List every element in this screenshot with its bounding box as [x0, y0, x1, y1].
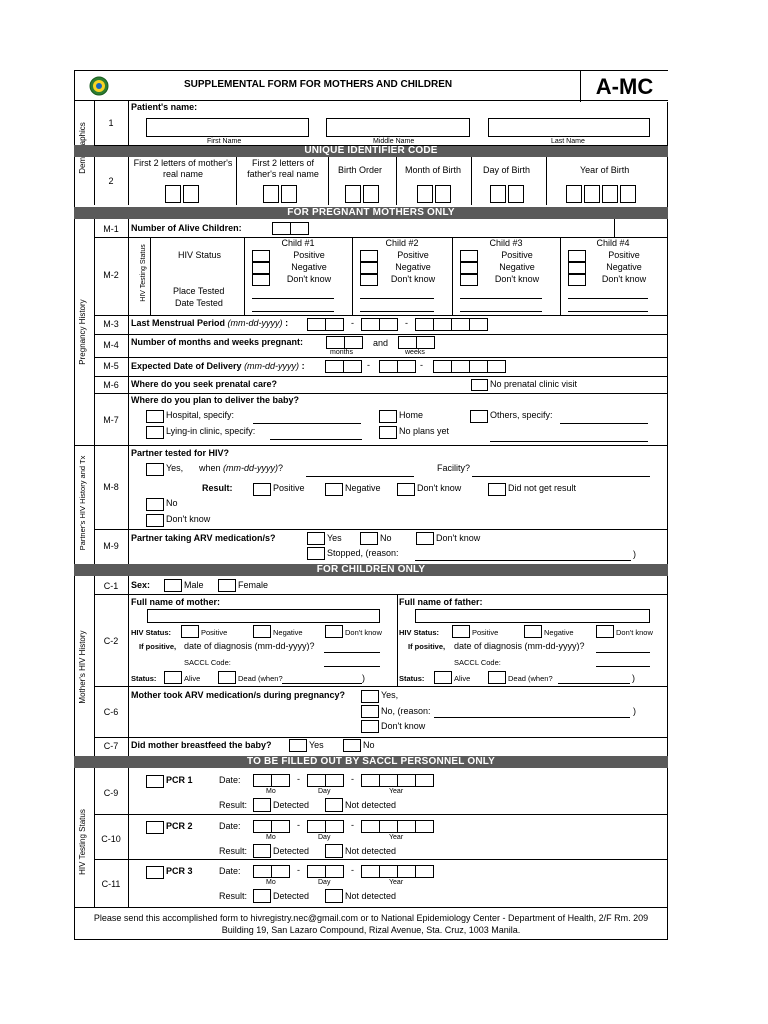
uic-month-box-2[interactable] [435, 185, 451, 203]
m2-child-3-option-2-checkbox[interactable] [460, 262, 478, 274]
c6-dk-label: Don't know [381, 721, 426, 731]
m2-child-4-option-1-label: Positive [608, 250, 640, 260]
m9-close: ) [633, 549, 636, 559]
c2-mother-ifpos: If positive, [139, 642, 177, 651]
m2-child-heading-2: Child #2 [385, 238, 419, 248]
m2-child-1-option-2-label: Negative [291, 262, 327, 272]
row-number-c9: C-9 [103, 788, 119, 798]
uic-mother-box-2[interactable] [183, 185, 199, 203]
uic-band: UNIQUE IDENTIFIER CODE [74, 145, 668, 157]
m7-label: Where do you plan to deliver the baby? [131, 395, 300, 405]
row-number-m3: M-3 [103, 319, 119, 329]
pcr1-year-box-1[interactable] [361, 774, 380, 787]
c2-father-positive-checkbox[interactable] [452, 625, 470, 638]
pcr3-day-caption: Day [318, 879, 331, 886]
c2-father-negative-label: Negative [544, 628, 574, 637]
m3-year-box-3[interactable] [451, 318, 470, 331]
c1-male-label: Male [184, 580, 204, 590]
form-code: A-MC [595, 74, 654, 99]
c2-mother-alive-checkbox[interactable] [164, 671, 182, 684]
m2-child-2-option-1-checkbox[interactable] [360, 250, 378, 262]
uic-mother-box-1[interactable] [165, 185, 181, 203]
uic-father-box-1[interactable] [263, 185, 279, 203]
c2-father-dead-label: Dead (when? [508, 674, 553, 683]
uic-year-box-4[interactable] [620, 185, 636, 203]
pcr3-dash-2: - [351, 865, 354, 875]
m7-no-plans-checkbox[interactable] [379, 426, 397, 439]
m6-no-visit-checkbox[interactable] [471, 379, 488, 391]
m1-box-1[interactable] [272, 222, 291, 235]
m3-colon: : [285, 318, 289, 328]
uic-father-label: First 2 letters of father's real name [247, 158, 319, 179]
m3-month-box-2[interactable] [325, 318, 344, 331]
m5-day-box-2[interactable] [397, 360, 416, 373]
m4-and: and [373, 338, 389, 348]
c2-mother-hiv-status-label: HIV Status: [131, 628, 172, 637]
row-number-m5: M-5 [103, 361, 119, 371]
m2-child-4-option-3-label: Don't know [601, 274, 647, 284]
c7-no-label: No [363, 740, 375, 750]
doh-seal [88, 76, 110, 96]
pcr3-year-caption: Year [389, 879, 404, 886]
c6-yes-label: Yes, [381, 690, 399, 700]
m5-year-box-4[interactable] [487, 360, 506, 373]
m7-others-label: Others, specify: [490, 410, 553, 420]
m2-child-3-place-line[interactable] [460, 298, 542, 299]
m2-child-1-option-3-label: Don't know [286, 274, 332, 284]
row-number-1: 1 [108, 118, 114, 128]
m2-child-1-place-line[interactable] [252, 298, 334, 299]
m6-no-visit-label: No prenatal clinic visit [490, 379, 578, 389]
pcr1-dash-1: - [297, 774, 300, 784]
c2-mother-diag-line[interactable] [324, 652, 380, 653]
m4-months-caption: months [330, 349, 353, 356]
uic-year-box-2[interactable] [584, 185, 600, 203]
pcr3-mo-caption: Mo [266, 879, 276, 886]
saccl-band: TO BE FILLED OUT BY SACCL PERSONNEL ONLY [74, 756, 668, 768]
row-number-m7: M-7 [103, 415, 119, 425]
first-name-caption: First Name [207, 138, 242, 145]
uic-birth-order-label: Birth Order [338, 165, 383, 175]
pcr1-result-label: Result: [219, 800, 248, 810]
c2-mother-saccl: SACCL Code: [184, 658, 231, 667]
m5-dash-1: - [367, 360, 370, 370]
m2-child-2-option-3-checkbox[interactable] [360, 274, 378, 286]
c6-yes-checkbox[interactable] [361, 690, 379, 703]
c2-father-positive-label: Positive [472, 628, 499, 637]
c1-female-checkbox[interactable] [218, 579, 236, 592]
row-number-c11: C-11 [101, 879, 121, 889]
uic-month-box-1[interactable] [417, 185, 433, 203]
pcr3-year-box-4[interactable] [415, 865, 434, 878]
row-number-m6: M-6 [103, 380, 119, 390]
pcr2-detected-label: Detected [273, 846, 310, 856]
m7-no-plans-label: No plans yet [399, 426, 450, 436]
m8-when: when [199, 463, 221, 473]
row-number-c1: C-1 [103, 581, 119, 591]
uic-month-label: Month of Birth [405, 165, 462, 175]
m3-dash-2: - [405, 318, 408, 328]
middle-name-input[interactable] [326, 118, 470, 137]
last-name-input[interactable] [488, 118, 650, 137]
m9-stopped-label: Stopped, (reason: [327, 548, 399, 558]
c7-no-checkbox[interactable] [343, 739, 361, 752]
m8-result-label: Result: [202, 483, 233, 493]
m9-yes-label: Yes [327, 533, 342, 543]
m5-label-group [131, 361, 305, 372]
c2-father-alive-checkbox[interactable] [434, 671, 452, 684]
last-name-caption: Last Name [551, 138, 585, 145]
uic-order-box-2[interactable] [363, 185, 379, 203]
m8-no-label: No [166, 498, 178, 508]
m2-child-heading-4: Child #4 [596, 238, 630, 248]
m8-format: (mm-dd-yyyy) [223, 463, 279, 473]
c2-mother-dead-label: Dead (when? [238, 674, 283, 683]
m2-child-2-option-2-checkbox[interactable] [360, 262, 378, 274]
m5-label: Expected Date of Delivery [131, 361, 242, 371]
pcr3-not-detected-checkbox[interactable] [325, 889, 343, 903]
pcr1-year-box-4[interactable] [415, 774, 434, 787]
pcr3-result-label: Result: [219, 891, 248, 901]
first-name-input[interactable] [146, 118, 309, 137]
m8-yes-checkbox[interactable] [146, 463, 164, 476]
pcr1-mo-caption: Mo [266, 788, 276, 795]
pcr1-label: PCR 1 [166, 775, 193, 785]
m5-year-box-2[interactable] [451, 360, 470, 373]
m2-child-1-option-1-label: Positive [293, 250, 325, 260]
c2-mother-diag: date of diagnosis (mm-dd-yyyy)? [184, 641, 315, 651]
m8-facility-line[interactable] [472, 476, 650, 477]
pcr3-not-detected-label: Not detected [345, 891, 397, 901]
uic-day-box-1[interactable] [490, 185, 506, 203]
m6-label: Where do you seek prenatal care? [131, 379, 278, 389]
section-hiv-testing-label: HIV Testing Status [78, 809, 87, 875]
c2-mother-negative-checkbox[interactable] [253, 625, 271, 638]
m3-day-box-1[interactable] [361, 318, 380, 331]
m7-hospital-line[interactable] [253, 423, 361, 424]
c2-mother-dead-checkbox[interactable] [218, 671, 236, 684]
pcr2-mo-caption: Mo [266, 834, 276, 841]
m3-day-box-2[interactable] [379, 318, 398, 331]
m8-negative-label: Negative [345, 483, 381, 493]
m2-child-2-option-2-label: Negative [395, 262, 431, 272]
m8-facility-label: Facility? [437, 463, 471, 473]
m2-child-2-place-line[interactable] [360, 298, 434, 299]
pcr2-dash-1: - [297, 820, 300, 830]
m2-child-4-option-1-checkbox[interactable] [568, 250, 586, 262]
m2-child-heading-3: Child #3 [489, 238, 523, 248]
section-pregnancy-label: Pregnancy History [78, 299, 87, 365]
m7-lying-label: Lying-in clinic, specify: [166, 426, 256, 436]
pcr1-not-detected-checkbox[interactable] [325, 798, 343, 812]
form-code-box [580, 71, 668, 102]
c7-label: Did mother breastfeed the baby? [131, 740, 272, 750]
pcr3-detected-label: Detected [273, 891, 310, 901]
m5-dash-2: - [420, 360, 423, 370]
pcr1-day-caption: Day [318, 788, 331, 795]
footer-line-2: Building 19, San Lazaro Compound, Rizal Avenue, Sta. Cruz, 1003 Manila. [221, 925, 521, 935]
uic-year-label: Year of Birth [580, 165, 630, 175]
pcr3-year-box-1[interactable] [361, 865, 380, 878]
row-number-m8: M-8 [103, 482, 119, 492]
pcr2-year-caption: Year [389, 834, 404, 841]
m2-child-4-option-2-label: Negative [606, 262, 642, 272]
children-band: FOR CHILDREN ONLY [74, 564, 668, 576]
m2-child-2-option-1-label: Positive [397, 250, 429, 260]
m2-side-label: HIV Testing Status [140, 244, 147, 302]
uic-order-box-1[interactable] [345, 185, 361, 203]
m2-date-tested-label: Date Tested [175, 298, 223, 308]
m8-yes-label: Yes, [166, 463, 184, 473]
pcr1-detected-checkbox[interactable] [253, 798, 271, 812]
pcr3-date-label: Date: [219, 866, 241, 876]
m2-child-1-option-3-checkbox[interactable] [252, 274, 270, 286]
c2-father-saccl: SACCL Code: [454, 658, 501, 667]
m7-lying-line[interactable] [270, 439, 362, 440]
m7-others-line-2[interactable] [490, 441, 648, 442]
m2-child-2-option-3-label: Don't know [390, 274, 436, 284]
m2-child-4-place-line[interactable] [568, 298, 648, 299]
c2-father-dk-label: Don't know [616, 628, 653, 637]
m2-child-3-option-2-label: Negative [499, 262, 535, 272]
m8-positive-label: Positive [273, 483, 305, 493]
pcr2-not-detected-checkbox[interactable] [325, 844, 343, 858]
m8-negative-checkbox[interactable] [325, 483, 343, 496]
c6-no-checkbox[interactable] [361, 705, 379, 718]
pcr2-label: PCR 2 [166, 821, 193, 831]
c2-mother-label: Full name of mother: [131, 597, 221, 607]
c2-mother-dk-checkbox[interactable] [325, 625, 343, 638]
c2-father-status-label: Status: [399, 674, 425, 683]
c2-mother-negative-label: Negative [273, 628, 303, 637]
c2-mother-close: ) [362, 673, 365, 683]
c1-label: Sex: [131, 580, 151, 590]
m7-others-line[interactable] [560, 423, 648, 424]
c2-father-saccl-line[interactable] [596, 666, 650, 667]
m9-reason-line[interactable] [415, 560, 631, 561]
m8-when-line[interactable] [306, 476, 414, 477]
m9-no-checkbox[interactable] [360, 532, 378, 545]
m8-not-result-label: Did not get result [508, 483, 577, 493]
m8-not-result-checkbox[interactable] [488, 483, 506, 496]
pcr2-date-label: Date: [219, 821, 241, 831]
m2-place-tested-label: Place Tested [173, 286, 225, 296]
pcr2-checkbox[interactable] [146, 821, 164, 834]
c1-male-checkbox[interactable] [164, 579, 182, 592]
c2-father-negative-checkbox[interactable] [524, 625, 542, 638]
row-number-m2: M-2 [103, 270, 119, 280]
row-number-c2: C-2 [103, 636, 119, 646]
row-number-m4: M-4 [103, 340, 119, 350]
row-number-2: 2 [108, 176, 114, 186]
m8-no-dk-label: Don't know [166, 514, 211, 524]
pcr2-year-box-1[interactable] [361, 820, 380, 833]
m8-dontknow-label: Don't know [417, 483, 462, 493]
m2-hiv-status-label: HIV Status [178, 250, 222, 260]
c2-father-diag: date of diagnosis (mm-dd-yyyy)? [454, 641, 585, 651]
uic-year-box-3[interactable] [602, 185, 618, 203]
c2-mother-name-input[interactable] [147, 609, 380, 623]
m4-label: Number of months and weeks pregnant: [131, 337, 304, 347]
pcr2-result-label: Result: [219, 846, 248, 856]
pcr3-checkbox[interactable] [146, 866, 164, 879]
c6-reason-line[interactable] [434, 717, 630, 718]
m8-when-group [199, 463, 283, 474]
m2-child-4-option-2-checkbox[interactable] [568, 262, 586, 274]
uic-day-label: Day of Birth [483, 165, 531, 175]
pcr1-dash-2: - [351, 774, 354, 784]
c2-father-hiv-status-label: HIV Status: [399, 628, 440, 637]
m5-month-box-1[interactable] [325, 360, 344, 373]
m3-month-box-1[interactable] [307, 318, 326, 331]
c2-mother-positive-label: Positive [201, 628, 228, 637]
m8-no-checkbox[interactable] [146, 498, 164, 511]
m2-child-heading-1: Child #1 [281, 238, 315, 248]
m3-label: Last Menstrual Period [131, 318, 226, 328]
m9-dk-checkbox[interactable] [416, 532, 434, 545]
m1-label: Number of Alive Children: [131, 223, 242, 233]
m2-child-4-option-3-checkbox[interactable] [568, 274, 586, 286]
c2-mother-saccl-line[interactable] [324, 666, 380, 667]
c6-label: Mother took ARV medication/s during pregnancy? [131, 690, 346, 700]
m3-year-box-2[interactable] [433, 318, 452, 331]
section-mother-hiv-label: Mother's HIV History [78, 630, 87, 704]
uic-day-box-2[interactable] [508, 185, 524, 203]
form-title: SUPPLEMENTAL FORM FOR MOTHERS AND CHILDREN [184, 79, 453, 90]
c2-father-ifpos: If positive, [408, 642, 446, 651]
c2-father-diag-line[interactable] [596, 652, 650, 653]
c2-father-label: Full name of father: [399, 597, 483, 607]
m2-child-1-option-2-checkbox[interactable] [252, 262, 270, 274]
m2-child-4-date-line[interactable] [568, 311, 648, 312]
pcr1-date-label: Date: [219, 775, 241, 785]
c2-father-dead-checkbox[interactable] [488, 671, 506, 684]
pcr1-not-detected-label: Not detected [345, 800, 397, 810]
m5-year-box-3[interactable] [469, 360, 488, 373]
m9-yes-checkbox[interactable] [307, 532, 325, 545]
pcr3-dash-1: - [297, 865, 300, 875]
c2-mother-alive-label: Alive [184, 674, 201, 683]
c6-no-label: No, (reason: [381, 706, 431, 716]
c2-mother-status-label: Status: [131, 674, 157, 683]
row-number-c6: C-6 [103, 707, 119, 717]
row-number-m1: M-1 [103, 224, 119, 234]
pcr3-label: PCR 3 [166, 866, 193, 876]
m7-home-label: Home [399, 410, 424, 420]
c2-mother-positive-checkbox[interactable] [181, 625, 199, 638]
m2-child-3-option-1-label: Positive [501, 250, 533, 260]
pregnant-band: FOR PREGNANT MOTHERS ONLY [74, 207, 668, 219]
uic-mother-label: First 2 letters of mother's real name [133, 158, 233, 179]
m7-hospital-checkbox[interactable] [146, 410, 164, 423]
m1-box-2[interactable] [290, 222, 309, 235]
row-number-m9: M-9 [103, 541, 119, 551]
pcr1-year-caption: Year [389, 788, 404, 795]
c6-dk-checkbox[interactable] [361, 720, 379, 733]
pcr1-checkbox[interactable] [146, 775, 164, 788]
c1-female-label: Female [238, 580, 269, 590]
pcr2-year-box-4[interactable] [415, 820, 434, 833]
m9-dk-label: Don't know [436, 533, 481, 543]
row-number-c7: C-7 [103, 741, 119, 751]
pcr3-detected-checkbox[interactable] [253, 889, 271, 903]
c6-close: ) [633, 706, 636, 716]
m7-home-checkbox[interactable] [379, 410, 397, 423]
pcr2-day-caption: Day [318, 834, 331, 841]
c2-mother-dk-label: Don't know [345, 628, 382, 637]
pcr2-not-detected-label: Not detected [345, 846, 397, 856]
m2-child-2-date-line[interactable] [360, 311, 434, 312]
m8-positive-checkbox[interactable] [253, 483, 271, 496]
m5-month-box-2[interactable] [343, 360, 362, 373]
m5-year-box-1[interactable] [433, 360, 452, 373]
c7-yes-label: Yes [309, 740, 324, 750]
middle-name-caption: Middle Name [373, 138, 415, 145]
m5-colon: : [301, 361, 305, 371]
m3-dash-1: - [351, 318, 354, 328]
m9-label: Partner taking ARV medication/s? [131, 533, 276, 543]
m2-child-1-option-1-checkbox[interactable] [252, 250, 270, 262]
c2-father-alive-label: Alive [454, 674, 471, 683]
m2-child-3-date-line[interactable] [460, 311, 542, 312]
m5-day-box-1[interactable] [379, 360, 398, 373]
c2-father-dk-checkbox[interactable] [596, 625, 614, 638]
m2-child-3-option-1-checkbox[interactable] [460, 250, 478, 262]
m9-stopped-checkbox[interactable] [307, 547, 325, 560]
m2-child-3-option-3-label: Don't know [494, 274, 540, 284]
m3-format: (mm-dd-yyyy) [227, 318, 283, 328]
m8-no-dk-checkbox[interactable] [146, 514, 164, 527]
c2-mother-dead-line[interactable] [282, 683, 362, 684]
pcr2-dash-2: - [351, 820, 354, 830]
m8-dontknow-checkbox[interactable] [397, 483, 415, 496]
m7-lying-checkbox[interactable] [146, 426, 164, 439]
c2-father-close: ) [632, 673, 635, 683]
pcr1-detected-label: Detected [273, 800, 310, 810]
m8-q: ? [278, 463, 284, 473]
pcr2-detected-checkbox[interactable] [253, 844, 271, 858]
row-number-c10: C-10 [101, 834, 121, 844]
m2-child-1-date-line[interactable] [252, 311, 334, 312]
footer-line-1: Please send this accomplished form to hivregistry.nec@gmail.com or to National Epidemiology Center - Department of Health, 2/F Rm. 209 [93, 913, 649, 923]
m3-year-box-1[interactable] [415, 318, 434, 331]
m8-label: Partner tested for HIV? [131, 448, 230, 458]
c7-yes-checkbox[interactable] [289, 739, 307, 752]
section-partner-label: Partner's HIV History and Tx [78, 455, 87, 551]
m5-format: (mm-dd-yyyy) [244, 361, 300, 371]
m7-hospital-label: Hospital, specify: [166, 410, 235, 420]
m3-label-group [131, 318, 288, 329]
m3-year-box-4[interactable] [469, 318, 488, 331]
m7-others-checkbox[interactable] [470, 410, 488, 423]
m4-weeks-caption: weeks [405, 349, 425, 356]
uic-year-box-1[interactable] [566, 185, 582, 203]
uic-father-box-2[interactable] [281, 185, 297, 203]
m9-no-label: No [380, 533, 392, 543]
c2-father-dead-line[interactable] [558, 683, 630, 684]
patient-name-label: Patient's name: [131, 102, 198, 112]
c2-father-name-input[interactable] [415, 609, 650, 623]
m2-child-3-option-3-checkbox[interactable] [460, 274, 478, 286]
